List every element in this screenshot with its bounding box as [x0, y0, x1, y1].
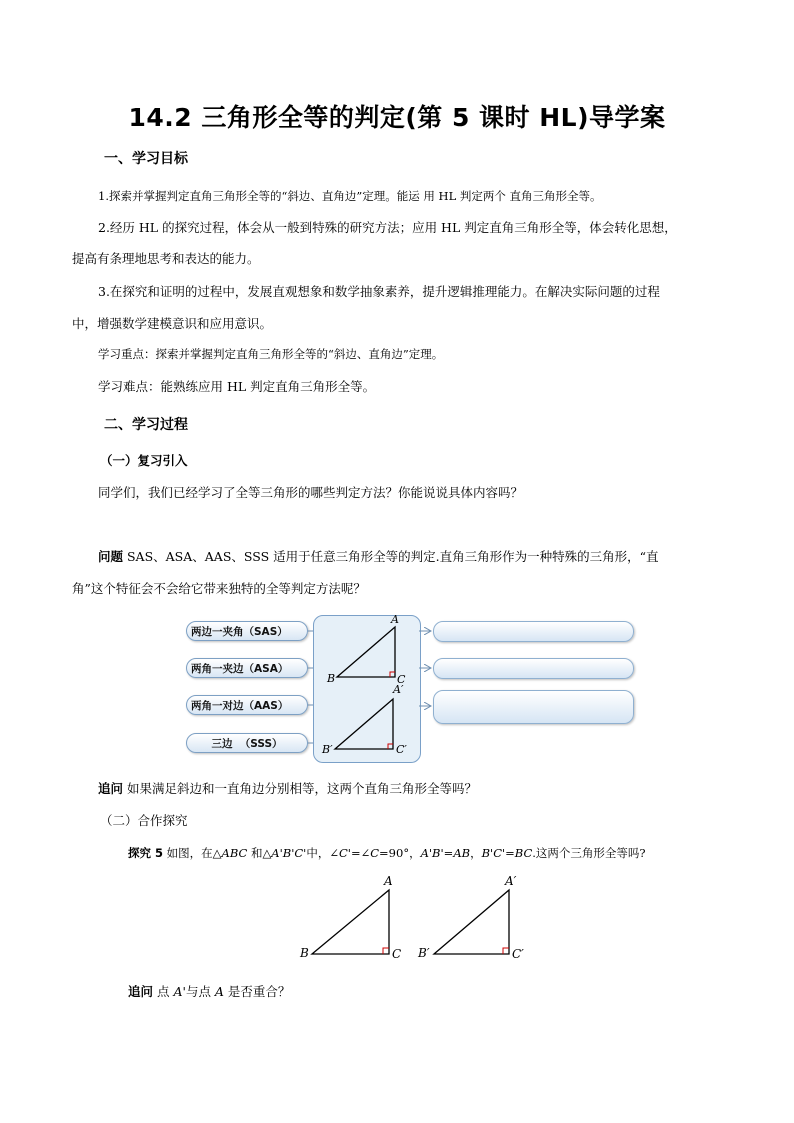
method-sss-pill: 三边 （SSS） [186, 733, 308, 753]
subheading-review: （一）复习引入 [100, 453, 188, 468]
label-B: B [327, 672, 336, 685]
goal-3-line-1: 3.在探究和证明的过程中，发展直观想象和数学抽象素养，提升逻辑推理能力。在解决实际问题的过程 [98, 284, 660, 299]
followup-question: 追问 如果满足斜边和一直角边分别相等，这两个直角三角形全等吗？ [98, 781, 477, 796]
fig2-label-C: C [392, 947, 402, 961]
fig2-label-B: B [300, 946, 309, 960]
triangle-a2b2c2 [434, 890, 509, 954]
goal-2-line-2: 提高有条理地思考和表达的能力。 [72, 251, 260, 266]
section-heading-goals: 一、学习目标 [104, 151, 188, 167]
label-A-prime: A′ [393, 683, 404, 696]
learning-difficulty: 学习难点：能熟练应用 HL 判定直角三角形全等。 [98, 379, 376, 394]
triangle-a2b2c2-bottom [335, 699, 393, 749]
right-angle-mark-top [390, 672, 395, 677]
label-B-prime: B′ [322, 743, 333, 756]
right-angle-mark-bottom [388, 744, 393, 749]
page-title: 14.2 三角形全等的判定(第 5 课时 HL)导学案 [128, 103, 666, 132]
fig2-label-A-prime: A′ [505, 874, 517, 888]
fig2-label-A: A [384, 874, 393, 888]
triangle-abc-top [337, 627, 395, 677]
label-C: C [397, 673, 406, 686]
learning-key-point: 学习重点：探索并掌握判定直角三角形全等的“斜边、直角边”定理。 [98, 347, 444, 361]
problem-line-1: 问题 SAS、ASA、AAS、SSS 适用于任意三角形全等的判定.直角三角形作为一种特殊的三角形，“直 [98, 549, 659, 564]
method-aas-pill: 两角一对边（AAS） [186, 695, 308, 715]
method-asa-pill: 两角一夹边（ASA） [186, 658, 308, 678]
section-heading-process: 二、学习过程 [104, 417, 188, 433]
right-angle-mark-abc [383, 948, 389, 954]
explore-5-statement: 探究 5 如图，在△ABC 和△A'B'C'中，∠C'=∠C=90°，A'B'=AB，B'C'=BC.这两个三角形全等吗? [128, 846, 646, 860]
goal-3-line-2: 中，增强数学建模意识和应用意识。 [72, 316, 273, 331]
intro-question: 同学们，我们已经学习了全等三角形的哪些判定方法？你能说说具体内容吗？ [98, 485, 524, 500]
method-sas-pill: 两边一夹角（SAS） [186, 621, 308, 641]
fig2-label-B-prime: B′ [418, 946, 430, 960]
right-angle-mark-a2b2c2 [503, 948, 509, 954]
fig2-label-C-prime: C′ [512, 947, 524, 961]
goal-1: 1.探索并掌握判定直角三角形全等的“斜边、直角边”定理。能运 用 HL 判定两个 直角三角形全等。 [98, 189, 602, 203]
problem-line-2: 角”这个特征会不会给它带来独特的全等判定方法呢？ [72, 581, 366, 596]
followup-question-2: 追问 点 A'与点 A 是否重合？ [128, 984, 291, 999]
label-C-prime: C′ [396, 743, 407, 756]
label-A: A [391, 613, 399, 626]
triangle-abc [312, 890, 389, 954]
subheading-explore: （二）合作探究 [100, 813, 188, 828]
goal-2-line-1: 2.经历 HL 的探究过程，体会从一般到特殊的研究方法；应用 HL 判定直角三角形全等，体会转化思想， [98, 220, 677, 235]
